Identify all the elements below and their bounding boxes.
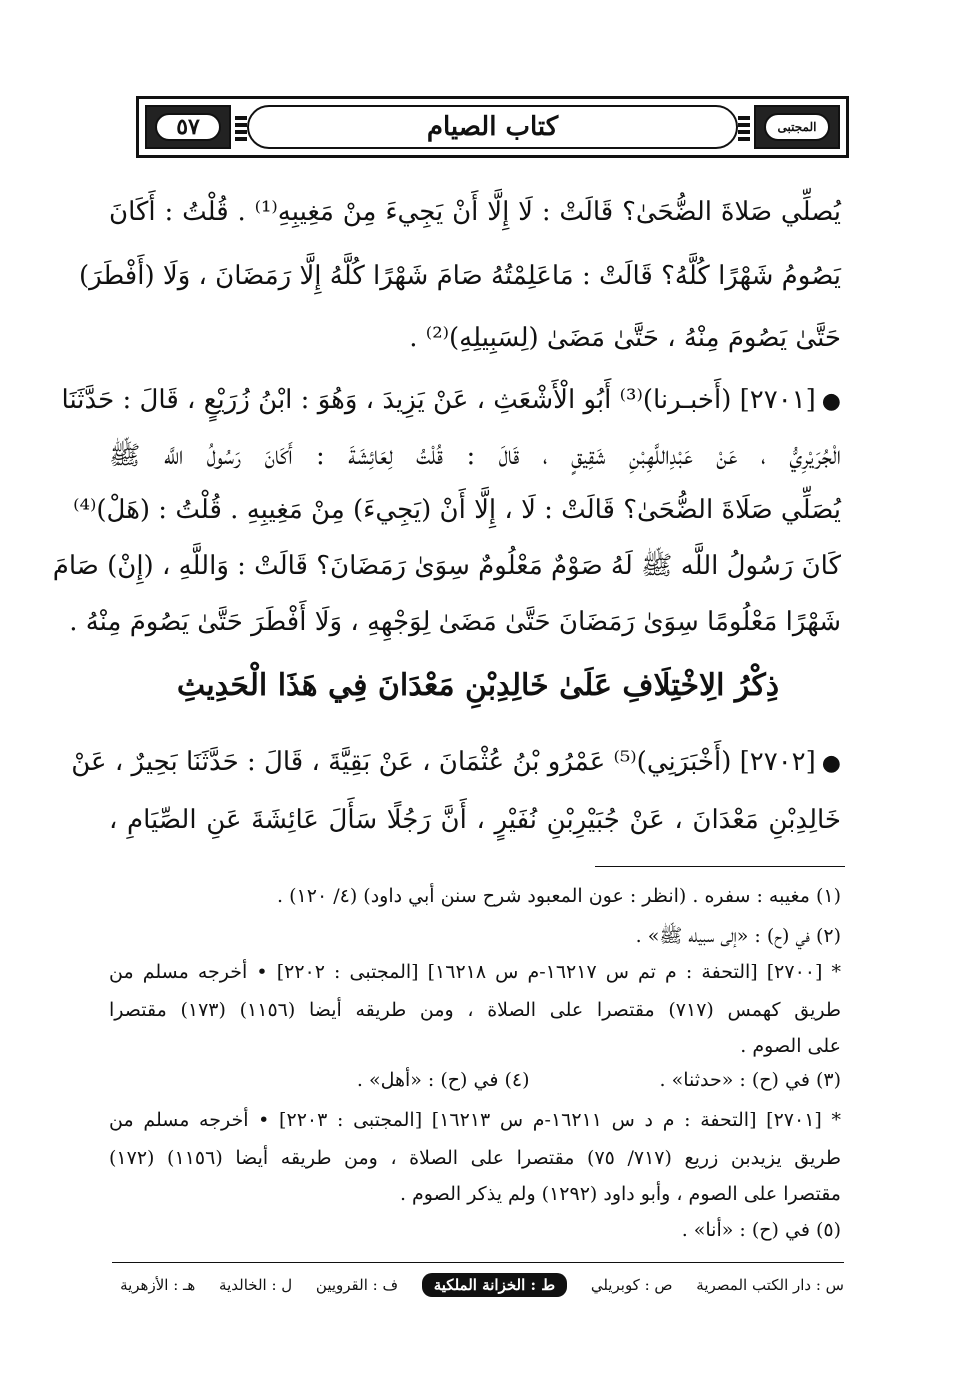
sources-divider bbox=[112, 1262, 844, 1263]
text-line: خَالِدِبْنِ مَعْدَانَ ، عَنْ جُبَيْرِبْنِ نُفَيْرٍ ، أَنَّ رَجُلًا سَأَلَ عَائِشَةَ عَنِ الصِّيَامِ ، bbox=[109, 805, 841, 835]
footnote-3: (٣) في (ح) : «حدثنا» . bbox=[659, 1069, 841, 1091]
takhrij-2700: على الصوم . bbox=[740, 1035, 841, 1057]
bullet-icon: ● bbox=[821, 389, 841, 414]
source-item: س : دار الكتب المصرية bbox=[696, 1276, 844, 1294]
page-number: ٥٧ bbox=[155, 113, 221, 141]
source-item: ل : الخالدية bbox=[219, 1276, 293, 1294]
takhrij-2701: * [٢٧٠١] [التحفة : م د س ١٦٢١١-م س ١٦٢١٣] [المجتبى : ٢٢٠٣] • أخرجه مسلم من bbox=[109, 1109, 841, 1131]
source-item: ف : القرويين bbox=[315, 1276, 399, 1294]
footnote-divider bbox=[595, 866, 845, 867]
book-logo-text: المجتبى bbox=[764, 113, 830, 141]
hadith-2701-line bbox=[61, 384, 841, 418]
section-heading: ذِكْرُ الِاخْتِلَافِ عَلَىٰ خَالِدِبْنِ مَعْدَانَ فِي هَذَا الْحَدِيثِ bbox=[176, 668, 780, 703]
takhrij-2700: * [٢٧٠٠] [التحفة : م تم س ١٦٢١٧-م س ١٦٢١٨] [المجتبى : ٢٢٠٢] • أخرجه مسلم من bbox=[109, 961, 841, 983]
text-span: [٢٧٠١] (أَخبـرنا)⁽³⁾ أَبُو الْأَشْعَثِ ، عَنْ يَزِيدَ ، وَهُوَ : ابْنُ زُرَيْعٍ ، قَالَ : حَدَّثَنَا bbox=[61, 385, 816, 415]
text-line: كَانَ رَسُولُ اللَّه ﷺ لَهُ صَوْمٌ مَعْلُومٌ سِوَىٰ رَمَضَانَ؟ قَالَتْ : وَاللَّهِ ، (إِنْ) صَامَ bbox=[52, 551, 841, 581]
footnote-5: (٥) في (ح) : «أنا» . bbox=[681, 1219, 841, 1241]
source-item: هـ : الأزهرية bbox=[120, 1276, 196, 1294]
manuscript-sources bbox=[120, 1270, 844, 1300]
text-line: يُصلِّي صَلاةَ الضُّحَىٰ؟ قَالَتْ : لَا إِلَّا أَنْ يَجِيءَ مِنْ مَغِيبِهِ⁽¹⁾ . قُلْتُ : أَكَانَ bbox=[109, 197, 841, 227]
book-logo bbox=[754, 105, 840, 149]
text-line: الْجُرَيْرِيُّ ، عَنْ عَبْدِاللَّهِبْنِ شَقِيقٍ ، قَالَ : قُلْتُ لِعَائِشَةَ : أَكَانَ رَسُولُ اللَّه ﷺ bbox=[109, 441, 841, 471]
ornament-icon bbox=[738, 113, 750, 141]
bullet-icon: ● bbox=[821, 751, 841, 776]
text-line: يَصُومُ شَهْرًا كُلَّهُ؟ قَالَتْ : مَاعَلِمْتُهُ صَامَ شَهْرًا كُلَّهُ إِلَّا رَمَضَانَ ، وَلَا (أَفْطَرَ) bbox=[78, 261, 841, 291]
source-item-highlighted: ط : الخزانة الملكية bbox=[422, 1273, 567, 1297]
text-line: شَهْرًا مَعْلُومًا سِوَىٰ رَمَضَانَ حَتَّىٰ مَضَىٰ لِوَجْهِهِ ، وَلَا أَفْطَرَ حَتَّىٰ يَصُومَ مِنْهُ . bbox=[69, 607, 841, 637]
footnote-2: (٢) في (ح) : «إلى سبيله ﷺ» . bbox=[635, 925, 841, 947]
takhrij-2701: مقتصرا على الصوم ، وأبو داود (١٢٩٢) ولم يذكر الصوم . bbox=[399, 1183, 841, 1205]
page-number-box bbox=[145, 105, 231, 149]
takhrij-2701: طريق يزيدبن زريع (٧١٧/ ٧٥) مقتصرا على الصلاة ، ومن طريقه أيضا (١١٥٦) (١٧٢) bbox=[109, 1147, 841, 1169]
hadith-2702-line bbox=[71, 746, 841, 780]
footnote-1: (١) مغيبه : سفره . (انظر : عون المعبود شرح سنن أبي داود) (٤/ ١٢٠) . bbox=[277, 885, 841, 907]
chapter-title: كتاب الصيام bbox=[247, 105, 738, 149]
footnotes-3-4 bbox=[109, 1068, 841, 1093]
takhrij-2700: طريق كهمس (٧١٧) مقتصرا على الصلاة ، ومن طريقه أيضا (١١٥٦) (١٧٣) مقتصرا bbox=[109, 999, 841, 1021]
text-line: يُصَلِّي صَلَاةَ الضُّحَىٰ؟ قَالَتْ : لَا ، إِلَّا أَنْ (يَجِيءَ) مِنْ مَغِيبِهِ . قُلْتُ : (هَلْ)⁽⁴⁾ bbox=[73, 495, 841, 525]
page-header bbox=[136, 96, 849, 158]
text-line: حَتَّىٰ يَصُومَ مِنْهُ ، حَتَّىٰ مَضَىٰ (لِسَبِيلِهِ)⁽²⁾ . bbox=[409, 323, 841, 353]
source-item: ص : كوبريلي bbox=[590, 1276, 673, 1294]
ornament-icon bbox=[235, 113, 247, 141]
footnote-4: (٤) في (ح) : «أهل» . bbox=[356, 1069, 530, 1091]
text-span: [٢٧٠٢] (أَخْبَرَنِي)⁽⁵⁾ عَمْرُو بْنُ عُثْمَانَ ، عَنْ بَقِيَّةَ ، قَالَ : حَدَّثَنَا بَحِيرٌ ، عَنْ bbox=[71, 747, 816, 777]
